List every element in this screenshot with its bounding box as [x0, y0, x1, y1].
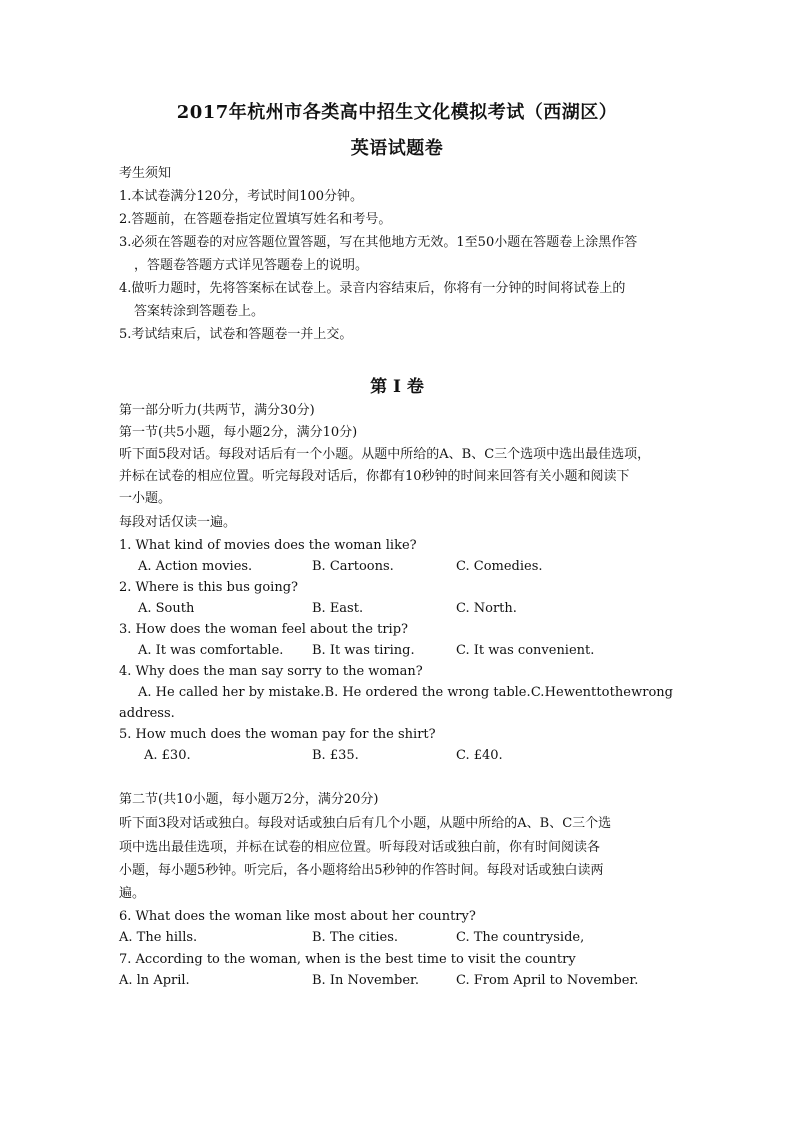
instruction-line: 并标在试卷的相应位置。听完每段对话后，你都有10秒钟的时间来回答有关小题和阅读下: [119, 469, 630, 484]
option-b: B. In November.: [312, 973, 419, 988]
option-a: A. The hills.: [119, 930, 198, 945]
option-row-justified: [138, 683, 673, 703]
option-a: A. It was comfortable.: [138, 643, 284, 658]
option-a: A. Action movies.: [138, 559, 253, 574]
notice-item: 4.做听力题时，先将答案标在试卷上。录音内容结束后，你将有一分钟的时间将试卷上的: [119, 281, 626, 296]
question-text: 3. How does the woman feel about the trip?: [119, 622, 408, 637]
notice-item: 5.考试结束后，试卷和答题卷一并上交。: [119, 327, 353, 342]
instruction-line: 听下面3段对话或独白。每段对话或独白后有几个小题，从题中所给的A、B、C三个选: [119, 816, 612, 831]
instruction-line: 听下面5段对话。每段对话后有一个小题。从题中所给的A、B、C三个选项中选出最佳选项，: [119, 447, 651, 462]
option-c: C. £40.: [456, 748, 503, 763]
option-c: C. From April to November.: [456, 973, 639, 988]
notice-heading: 考生须知: [119, 166, 172, 181]
option-c: C. North.: [456, 601, 517, 616]
question-text: 1. What kind of movies does the woman like?: [119, 538, 417, 553]
option-b: B. It was tiring.: [312, 643, 415, 658]
option-c-word: to: [596, 685, 610, 700]
question-text: 6. What does the woman like most about her country?: [119, 909, 476, 924]
part-title: 第一部分听力(共两节，满分30分): [119, 403, 315, 418]
option-b: B. East.: [312, 601, 364, 616]
section-title: 第一节(共5小题，每小题2分，满分10分): [119, 425, 358, 440]
option-c: C. It was convenient.: [456, 643, 595, 658]
option-c-continued: address.: [119, 706, 175, 721]
option-a: A. South: [138, 601, 195, 616]
question-text: 7. According to the woman, when is the best time to visit the country: [119, 952, 576, 967]
option-c: C. The countryside,: [456, 930, 585, 945]
question-text: 5. How much does the woman pay for the shirt?: [119, 727, 436, 742]
volume-heading: 第 I 卷: [370, 377, 424, 397]
option-b: B. £35.: [312, 748, 359, 763]
option-a: A. ln April.: [119, 973, 190, 988]
notice-item: 2.答题前，在答题卷指定位置填写姓名和考号。: [119, 212, 392, 227]
instruction-line: 小题，每小题5秒钟。听完后，各小题将给出5秒钟的作答时间。每段对话或独白读两: [119, 863, 604, 878]
option-a: A. £30.: [144, 748, 191, 763]
instruction-line: 每段对话仅读一遍。: [119, 515, 237, 530]
option-c-word: He: [544, 685, 564, 700]
notice-item: 3.必须在答题卷的对应答题位置答题，写在其他地方无效。1至50小题在答题卷上涂黑作答: [119, 235, 638, 250]
option-b: B. Cartoons.: [312, 559, 394, 574]
instruction-line: 遍。: [119, 886, 146, 901]
instruction-line: 项中选出最佳选项，并标在试卷的相应位置。听每段对话或独白前，你有时间阅读各: [119, 840, 601, 855]
notice-item: 答案转涂到答题卷上。: [134, 304, 265, 319]
question-text: 2. Where is this bus going?: [119, 580, 298, 595]
notice-item: 1.本试卷满分120分，考试时间100分钟。: [119, 189, 364, 204]
question-text: 4. Why does the man say sorry to the woman?: [119, 664, 423, 679]
option-c: C. Comedies.: [456, 559, 543, 574]
option-b: B. The cities.: [312, 930, 399, 945]
option-c-word: went: [563, 685, 597, 700]
section-title: 第二节(共10小题，每小题万2分，满分20分): [119, 792, 379, 807]
option-b: B. He ordered the wrong table.: [324, 685, 531, 700]
option-c-word: the: [609, 685, 631, 700]
exam-title: 2017年杭州市各类高中招生文化模拟考试（西湖区）: [176, 102, 618, 123]
exam-subtitle: 英语试题卷: [350, 138, 444, 159]
notice-item: ，答题卷答题方式详见答题卷上的说明。: [134, 258, 369, 273]
instruction-line: 一小题。: [119, 491, 172, 506]
option-c-word: C.: [530, 685, 545, 700]
option-a: A. He called her by mistake.: [138, 685, 325, 700]
option-c-word: wrong: [631, 685, 673, 700]
